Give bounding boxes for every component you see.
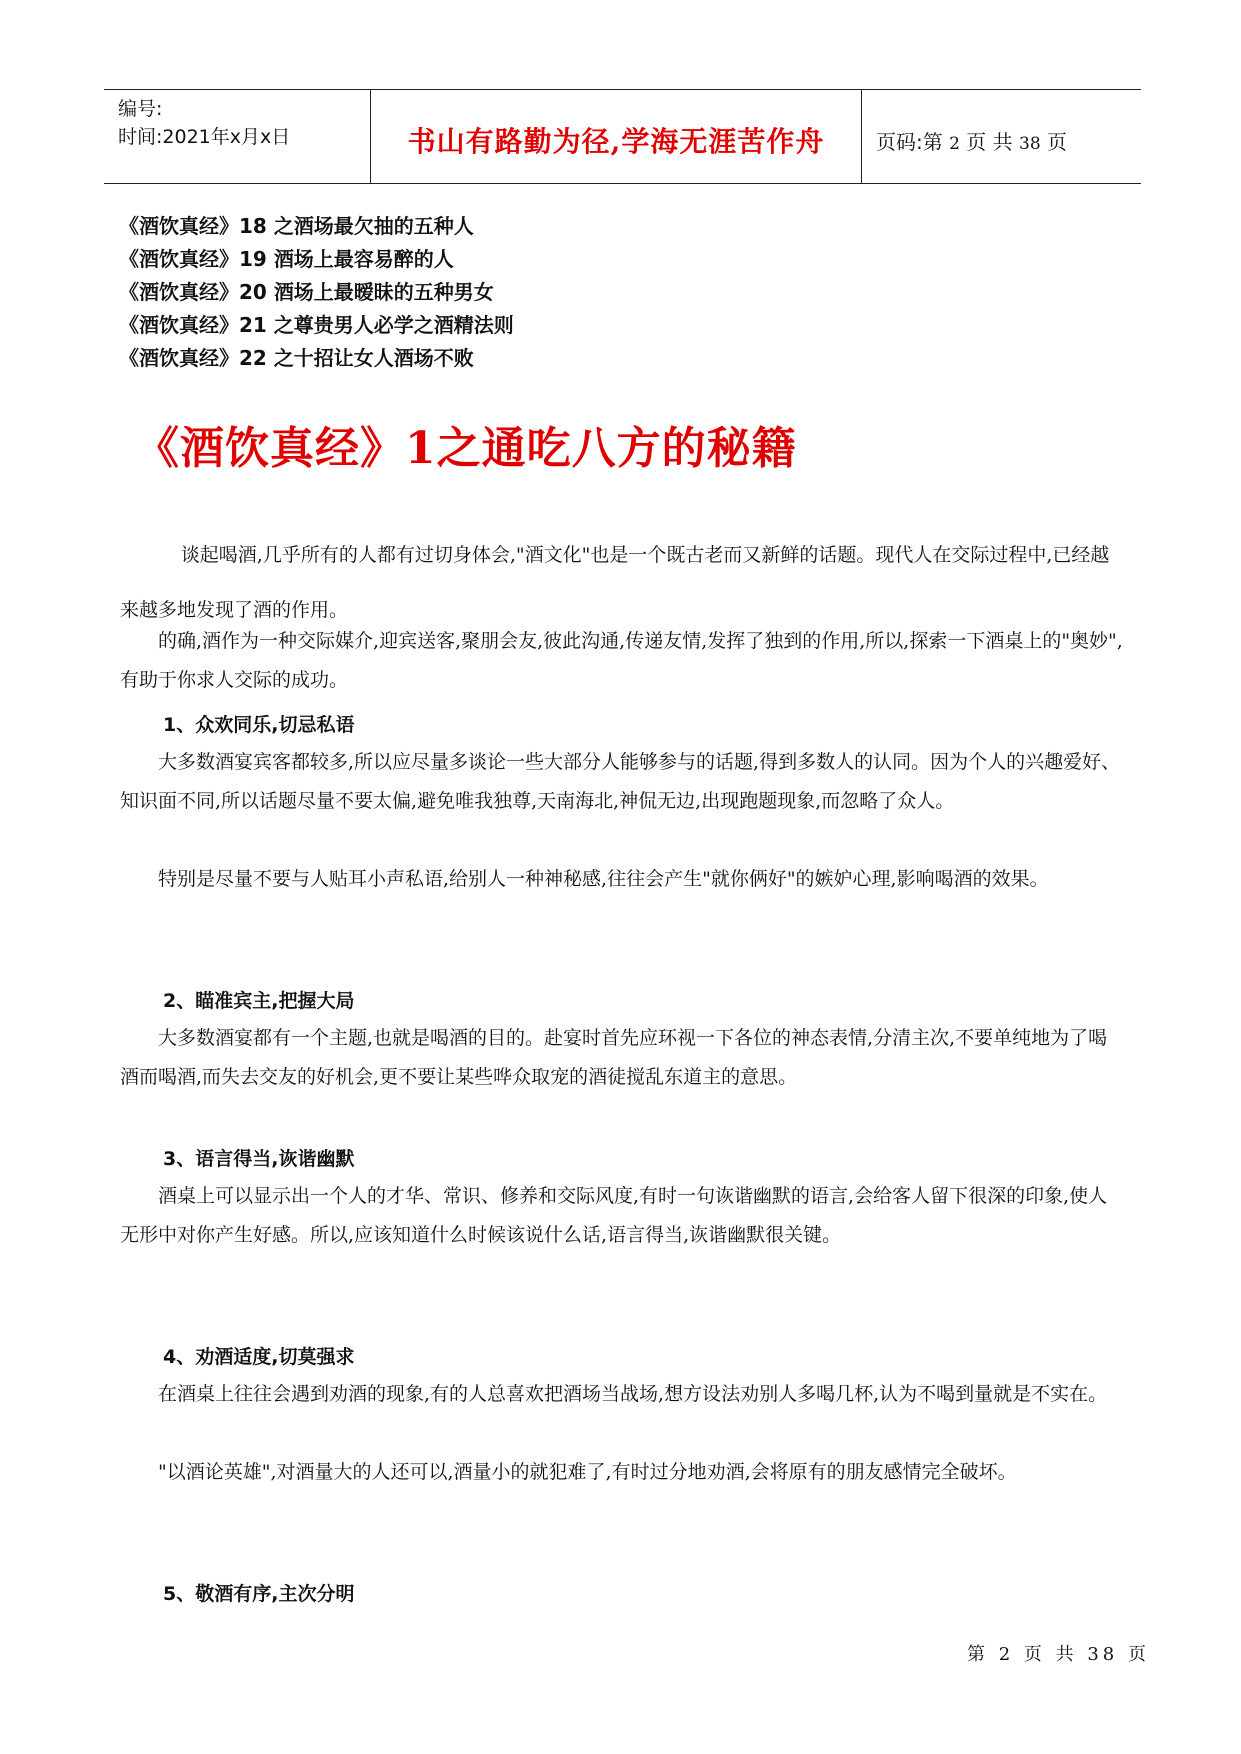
paragraph: 特别是尽量不要与人贴耳小声私语,给别人一种神秘感,往往会产生"就你俩好"的嫉妒心理,影响喝酒的效果。: [158, 868, 1049, 890]
page-prefix: 页码:第: [876, 130, 943, 154]
section-heading: 3、语言得当,诙谐幽默: [163, 1148, 355, 1170]
section-heading: 1、众欢同乐,切忌私语: [163, 714, 355, 736]
document-number-label: 编号:: [118, 98, 163, 120]
paragraph: "以酒论英雄",对酒量大的人还可以,酒量小的就犯难了,有时过分地劝酒,会将原有的朋友感情完全破坏。: [158, 1461, 1017, 1483]
toc-item: 《酒饮真经》21 之尊贵男人必学之酒精法则: [119, 313, 514, 337]
paragraph: 大多数酒宴宾客都较多,所以应尽量多谈论一些大部分人能够参与的话题,得到多数人的认同。因为个人的兴趣爱好、知识面不同,所以话题尽量不要太偏,避免唯我独尊,天南海北,神侃无边,出现跑题现象,而忽略了众人。: [120, 751, 1121, 812]
toc-item: 《酒饮真经》22 之十招让女人酒场不败: [119, 346, 474, 370]
header-motto-cell: [371, 90, 862, 183]
page-suffix: 页: [1047, 130, 1068, 154]
section-heading: 4、劝酒适度,切莫强求: [163, 1346, 355, 1368]
toc-item: 《酒饮真经》20 酒场上最暧昧的五种男女: [119, 280, 494, 304]
chapter-title: 《酒饮真经》1之通吃八方的秘籍: [135, 423, 797, 474]
document-time-label: 时间:2021年x月x日: [118, 126, 291, 148]
page-footer: 第 2 页 共 38 页: [967, 1644, 1150, 1665]
paragraph: 酒桌上可以显示出一个人的才华、常识、修养和交际风度,有时一句诙谐幽默的语言,会给客人留下很深的印象,使人无形中对你产生好感。所以,应该知道什么时候该说什么话,语言得当,诙谐幽默很关键。: [120, 1185, 1108, 1246]
section-heading: 5、敬酒有序,主次分明: [163, 1583, 355, 1605]
paragraph: 大多数酒宴都有一个主题,也就是喝酒的目的。赴宴时首先应环视一下各位的神态表情,分清主次,不要单纯地为了喝酒而喝酒,而失去交友的好机会,更不要让某些哗众取宠的酒徒搅乱东道主的意思。: [120, 1027, 1108, 1088]
header-page-cell: [862, 90, 1141, 183]
header-page-number: [876, 126, 1067, 155]
section-heading: 2、瞄准宾主,把握大局: [163, 990, 355, 1012]
toc-item: 《酒饮真经》18 之酒场最欠抽的五种人: [119, 214, 474, 238]
page-current: 2: [949, 134, 960, 154]
page-mid: 页 共: [966, 130, 1013, 154]
header-motto: 书山有路勤为径,学海无涯苦作舟: [407, 125, 825, 158]
toc-item: 《酒饮真经》19 酒场上最容易醉的人: [119, 247, 454, 271]
page-header: [104, 89, 1141, 184]
table-of-contents: [119, 210, 514, 375]
page-total: 38: [1019, 134, 1041, 154]
paragraph: 的确,酒作为一种交际媒介,迎宾送客,聚朋会友,彼此沟通,传递友情,发挥了独到的作用,所以,探索一下酒桌上的"奥妙",有助于你求人交际的成功。: [120, 630, 1123, 691]
paragraph: 在酒桌上往往会遇到劝酒的现象,有的人总喜欢把酒场当战场,想方设法劝别人多喝几杯,认为不喝到量就是不实在。: [158, 1383, 1108, 1405]
intro-paragraph: 谈起喝酒,几乎所有的人都有过切身体会,"酒文化"也是一个既古老而又新鲜的话题。现代人在交际过程中,已经越来越多地发现了酒的作用。: [120, 544, 1110, 621]
header-info-cell: [104, 90, 371, 183]
